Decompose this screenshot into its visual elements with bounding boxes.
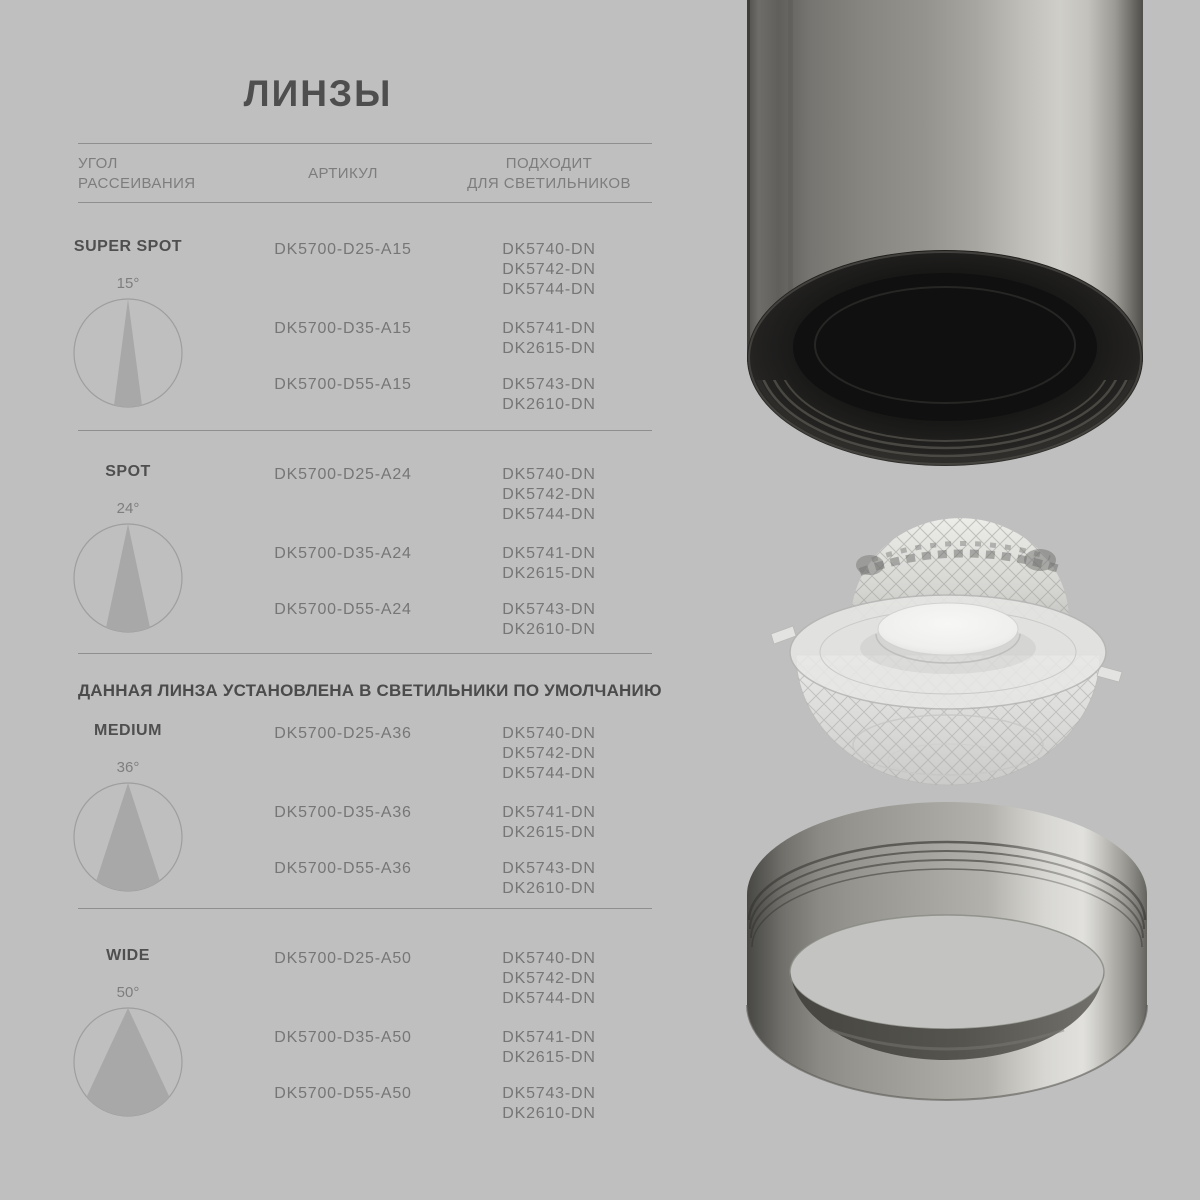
- article-code: DK5700-D35-A24: [274, 545, 412, 562]
- section-title: SPOT: [105, 463, 151, 480]
- column-header-article: АРТИКУЛ: [308, 165, 378, 182]
- product-photos: [700, 0, 1200, 1200]
- article-code: DK5700-D25-A15: [274, 241, 412, 258]
- fixture-codes: DK5741-DN DK2615-DN: [502, 320, 596, 357]
- article-code: DK5700-D25-A24: [274, 466, 412, 483]
- lens-section-spot: [0, 465, 720, 665]
- beam-angle-value: 36°: [116, 759, 140, 776]
- fixture-codes: DK5743-DN DK2610-DN: [502, 601, 596, 638]
- page-title: ЛИНЗЫ: [243, 73, 393, 114]
- article-code: DK5700-D55-A15: [274, 376, 412, 393]
- lens-optic-photo: [771, 518, 1122, 785]
- fixture-codes: DK5741-DN DK2615-DN: [502, 1029, 596, 1066]
- lens-section-super-spot: [0, 240, 720, 440]
- beam-angle-value: 24°: [116, 500, 140, 517]
- fixture-codes: DK5740-DN DK5742-DN DK5744-DN: [502, 950, 596, 1007]
- fixture-codes: DK5740-DN DK5742-DN DK5744-DN: [502, 466, 596, 523]
- section-title: MEDIUM: [94, 722, 162, 739]
- article-code: DK5700-D35-A36: [274, 804, 412, 821]
- article-code: DK5700-D35-A15: [274, 320, 412, 337]
- column-header-angle: УГОЛ РАССЕИВАНИЯ: [78, 155, 196, 192]
- lens-section-medium: [0, 724, 720, 924]
- beam-angle-icon: [70, 779, 186, 895]
- fixture-codes: DK5743-DN DK2610-DN: [502, 376, 596, 413]
- fixture-codes: DK5740-DN DK5742-DN DK5744-DN: [502, 241, 596, 298]
- beam-angle-value: 50°: [116, 984, 140, 1001]
- column-header-fits: ПОДХОДИТ ДЛЯ СВЕТИЛЬНИКОВ: [467, 155, 631, 192]
- default-lens-note: ДАННАЯ ЛИНЗА УСТАНОВЛЕНА В СВЕТИЛЬНИКИ ПО УМОЛЧАНИЮ: [78, 681, 662, 700]
- fixture-codes: DK5743-DN DK2610-DN: [502, 860, 596, 897]
- section-title: SUPER SPOT: [73, 238, 183, 255]
- fixture-codes: DK5743-DN DK2610-DN: [502, 1085, 596, 1122]
- article-code: DK5700-D25-A50: [274, 950, 412, 967]
- article-code: DK5700-D35-A50: [274, 1029, 412, 1046]
- luminaire-housing-photo: [747, 0, 1143, 466]
- lens-section-wide: [0, 949, 720, 1149]
- article-code: DK5700-D25-A36: [274, 725, 412, 742]
- beam-angle-icon: [70, 295, 186, 411]
- article-code: DK5700-D55-A36: [274, 860, 412, 877]
- decorative-ring-photo: [747, 802, 1147, 1100]
- beam-angle-value: 15°: [116, 275, 140, 292]
- fixture-codes: DK5741-DN DK2615-DN: [502, 804, 596, 841]
- beam-angle-icon: [70, 1004, 186, 1120]
- beam-angle-icon: [70, 520, 186, 636]
- fixture-codes: DK5741-DN DK2615-DN: [502, 545, 596, 582]
- section-title: WIDE: [106, 947, 150, 964]
- divider: [78, 143, 652, 144]
- article-code: DK5700-D55-A24: [274, 601, 412, 618]
- article-code: DK5700-D55-A50: [274, 1085, 412, 1102]
- divider: [78, 202, 652, 203]
- fixture-codes: DK5740-DN DK5742-DN DK5744-DN: [502, 725, 596, 782]
